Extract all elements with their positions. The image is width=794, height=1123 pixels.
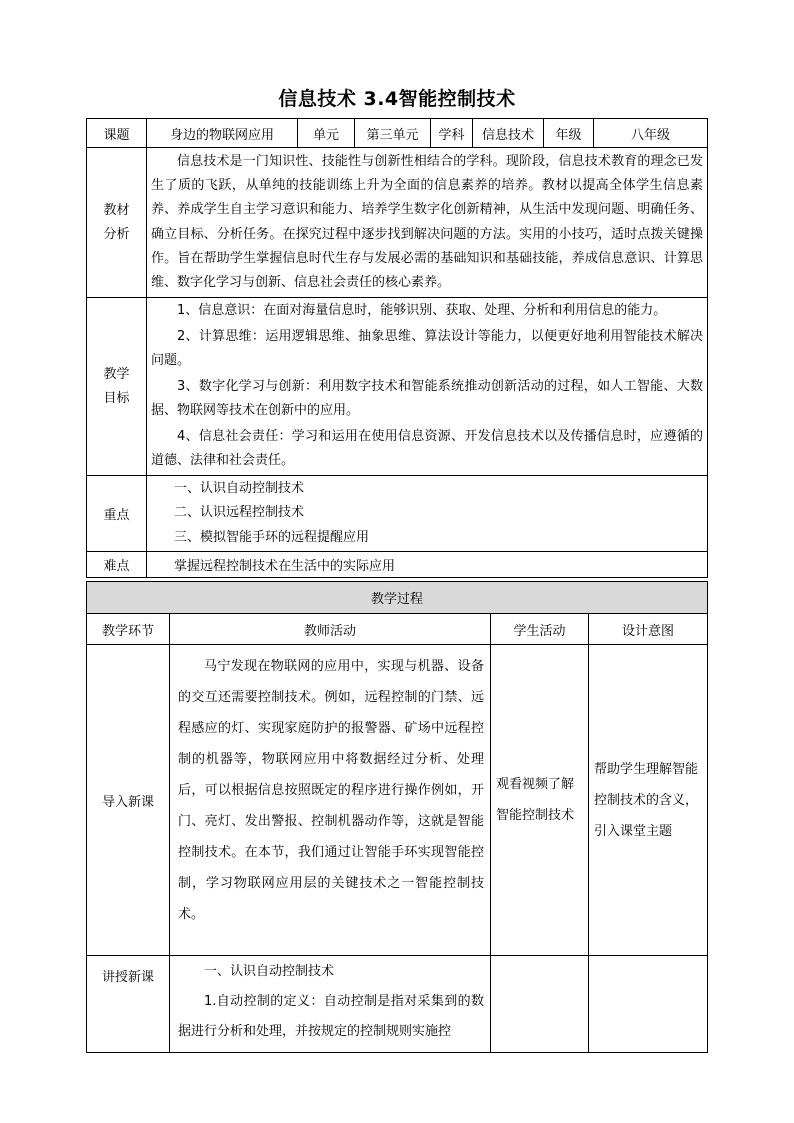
goal-item: 3、数字化学习与创新：利用数字技术和智能系统推动创新活动的过程，如人工智能、大数据、物联网等技术在创新中的应用。 <box>151 378 703 418</box>
process-columns-row <box>87 614 708 645</box>
teacher-activity-cell <box>170 645 491 956</box>
analysis-label <box>87 148 147 298</box>
key-point-item: 一、认识自动控制技术 <box>174 480 305 496</box>
topic-label: 课题 <box>87 119 147 148</box>
analysis-cell <box>147 148 708 298</box>
difficulty-label: 难点 <box>87 552 147 578</box>
goals-label <box>87 298 147 476</box>
key-points-label: 重点 <box>87 476 147 552</box>
process-header-row <box>87 582 708 614</box>
teaching-process-table <box>86 581 708 1053</box>
topic-value: 身边的物联网应用 <box>147 119 298 148</box>
key-points-row <box>87 476 708 552</box>
key-points-cell <box>147 476 708 552</box>
subject-value: 信息技术 <box>473 119 544 148</box>
key-point-item: 二、认识远程控制技术 <box>174 505 305 521</box>
student-activity-cell <box>491 645 589 956</box>
process-row-teaching <box>87 956 708 1053</box>
analysis-label-line1: 教材 <box>103 202 130 218</box>
stage-cell: 导入新课 <box>87 645 170 956</box>
col-student-header: 学生活动 <box>491 614 589 645</box>
lesson-info-table <box>86 118 708 578</box>
difficulty-cell <box>147 552 708 578</box>
goals-cell <box>147 298 708 476</box>
teacher-activity-cell <box>170 956 491 1053</box>
difficulty-row <box>87 552 708 578</box>
col-stage-header: 教学环节 <box>87 614 170 645</box>
grade-value: 八年级 <box>594 119 708 148</box>
info-row <box>87 119 708 148</box>
teacher-activity-text: 马宁发现在物联网的应用中，实现与机器、设备的交互还需要控制技术。例如，远程控制的门禁、远程感应的灯、实现家庭防护的报警器、矿场中远程控制的机器等，物联网应用中将数据经过分析、处理后，可以根据信息按照既定的程序进行操作例如，开门、亮灯、发出警报、控制机器动作等，这就是智能控制技术。在本节，我们通过让智能手环实现智能控制，学习物联网应用层的关键技术之一智能控制技术。 <box>178 659 484 922</box>
design-intent-text: 帮助学生理解智能控制技术的含义，引入课堂主题 <box>594 761 699 839</box>
col-teacher-header: 教师活动 <box>170 614 491 645</box>
document-title: 信息技术 3.4智能控制技术 <box>278 88 516 110</box>
unit-value: 第三单元 <box>355 119 431 148</box>
goals-label-line2: 目标 <box>103 390 130 406</box>
grade-label: 年级 <box>544 119 594 148</box>
analysis-label-line2: 分析 <box>103 226 130 242</box>
student-activity-cell <box>491 956 589 1053</box>
col-design-header: 设计意图 <box>589 614 708 645</box>
analysis-text: 信息技术是一门知识性、技能性与创新性相结合的学科。现阶段，信息技术教育的理念已发生了质的飞跃，从单纯的技能训练上升为全面的信息素养的培养。教材以提高全体学生信息素养、养成学生自主学习意识和能力、培养学生数字化创新精神，从生活中发现问题、明确任务、确立目标、分析任务。在探究过程中逐步找到解决问题的方法。实用的小技巧，适时点拨关键操作。旨在帮助学生掌握信息时代生存与发展必需的基础知识和基础技能，养成信息意识、计算思维、数字化学习与创新、信息社会责任的核心素养。 <box>151 154 703 291</box>
difficulty-text: 掌握远程控制技术在生活中的实际应用 <box>174 559 396 574</box>
teacher-activity-text: 1.自动控制的定义：自动控制是指对采集到的数据进行分析和处理，并按规定的控制规则实施控 <box>178 994 484 1039</box>
analysis-row <box>87 148 708 298</box>
stage-cell: 讲授新课 <box>87 956 170 1053</box>
student-activity-text: 观看视频了解智能控制技术 <box>496 777 575 823</box>
goals-row <box>87 298 708 476</box>
design-intent-cell <box>589 956 708 1053</box>
goal-item: 1、信息意识：在面对海量信息时，能够识别、获取、处理、分析和利用信息的能力。 <box>177 303 667 318</box>
goal-item: 2、计算思维：运用逻辑思维、抽象思维、算法设计等能力，以便更好地利用智能技术解决问题。 <box>151 328 703 368</box>
unit-label: 单元 <box>298 119 355 148</box>
goals-label-line1: 教学 <box>103 366 130 382</box>
design-intent-cell <box>589 645 708 956</box>
process-header: 教学过程 <box>87 582 708 614</box>
subject-label: 学科 <box>431 119 473 148</box>
teacher-activity-text: 一、认识自动控制技术 <box>204 964 335 979</box>
key-point-item: 三、模拟智能手环的远程提醒应用 <box>174 529 370 545</box>
goal-item: 4、信息社会责任：学习和运用在使用信息资源、开发信息技术以及传播信息时，应遵循的道德、法律和社会责任。 <box>151 428 703 468</box>
process-row-intro <box>87 645 708 956</box>
